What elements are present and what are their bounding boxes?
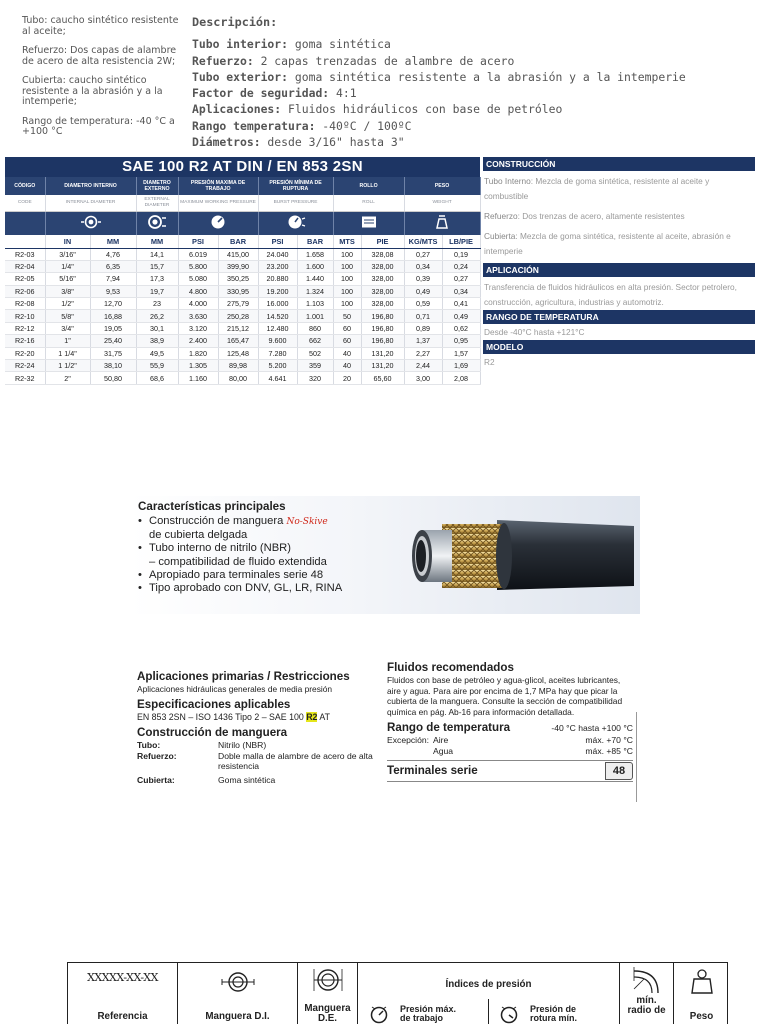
table-cell: 1.305 xyxy=(178,360,218,372)
table-cell: 860 xyxy=(297,322,333,334)
build-title: Construcción de manguera xyxy=(137,726,288,739)
table-cell: 3.120 xyxy=(178,322,218,334)
table-cell: R2-10 xyxy=(5,310,45,322)
bend-radius-label: mín. radio de xyxy=(627,995,666,1016)
desc-line: Tubo interior: goma sintética xyxy=(192,37,391,52)
table-cell: 3/16" xyxy=(45,248,90,260)
table-row xyxy=(5,310,480,322)
table-cell: 0,59 xyxy=(404,298,442,310)
desc-line: Aplicaciones: Fluidos hidráulicos con base de petróleo xyxy=(192,102,563,117)
summary-cover: Cubierta: caucho sintético resistente a la abrasión y a la intemperie; xyxy=(22,75,163,107)
table-cell: R2-08 xyxy=(5,298,45,310)
gauge-icon xyxy=(368,1004,390,1024)
build-row-cover: Cubierta: Goma sintética xyxy=(137,774,276,785)
burst-pressure-icon xyxy=(286,214,306,230)
reference-header xyxy=(67,962,728,1024)
feature-item: • Apropiado para terminales serie 48 xyxy=(138,569,342,582)
modelo-header: MODELO xyxy=(483,340,755,354)
table-cell: 31,75 xyxy=(90,347,136,359)
spec-right-block xyxy=(387,661,633,782)
table-cell: 100 xyxy=(333,298,361,310)
table-cell: 38,10 xyxy=(90,360,136,372)
table-cell: R2-05 xyxy=(5,273,45,285)
table-cell: 12,70 xyxy=(90,298,136,310)
table-cell: 4.000 xyxy=(178,298,218,310)
summary-temperature: Rango de temperatura: -40 °C a +100 °C xyxy=(22,115,175,137)
table-cell: 0,34 xyxy=(442,285,480,297)
working-pressure-icon xyxy=(209,214,227,230)
ref-col-pressure xyxy=(358,963,620,1024)
apps-text: Aplicaciones hidráulicas generales de media presión xyxy=(137,684,333,694)
desc-line: Refuerzo: 2 capas trenzadas de alambre de acero xyxy=(192,53,515,68)
info-panel xyxy=(483,157,755,370)
table-cell: 65,60 xyxy=(361,372,404,384)
table-cell: 2,27 xyxy=(404,347,442,359)
table-cell: 275,79 xyxy=(218,298,258,310)
table-row xyxy=(5,260,480,272)
temp-row: Rango de temperatura -40 °C hasta +100 °C xyxy=(387,721,633,735)
table-cell: 9.600 xyxy=(258,335,297,347)
table-row xyxy=(5,248,480,260)
no-skive-brand: No-Skive xyxy=(286,517,328,527)
table-cell: 100 xyxy=(333,285,361,297)
table-cell: 330,95 xyxy=(218,285,258,297)
gauge-burst-icon xyxy=(498,1004,520,1024)
table-cell: 0,34 xyxy=(404,260,442,272)
table-cell: 215,12 xyxy=(218,322,258,334)
table-cell: 1,57 xyxy=(442,347,480,359)
feature-item: • Tipo aprobado con DNV, GL, LR, RINA xyxy=(138,582,342,595)
outer-diameter-icon xyxy=(310,965,346,997)
burst-pressure-col: Presión de rotura mín. xyxy=(498,1004,577,1024)
table-cell: 5.080 xyxy=(178,273,218,285)
inner-diameter-icon xyxy=(218,967,258,999)
aplicacion-header: APLICACIÓN xyxy=(483,263,755,277)
icon-row xyxy=(5,211,480,235)
table-cell: 359 xyxy=(297,360,333,372)
table-cell: 0,27 xyxy=(442,273,480,285)
code-pattern: XXXXX-XX-XX xyxy=(87,971,158,984)
desc-line: Rango temperatura: -40ºC / 100ºC xyxy=(192,118,412,133)
table-cell: 131,20 xyxy=(361,347,404,359)
table-cell: 14,1 xyxy=(136,248,178,260)
pressure-indices-title: Índices de presión xyxy=(445,979,532,990)
ref-col-outer-diameter xyxy=(298,963,358,1024)
spec-table xyxy=(5,177,481,385)
bend-radius-icon xyxy=(630,965,664,995)
outer-diameter-label: Manguera D.E. xyxy=(304,1003,351,1024)
table-cell: 196,80 xyxy=(361,335,404,347)
table-cell: 1.160 xyxy=(178,372,218,384)
table-cell: 1,69 xyxy=(442,360,480,372)
table-cell: 23.200 xyxy=(258,260,297,272)
table-cell: 5.200 xyxy=(258,360,297,372)
table-cell: 16,88 xyxy=(90,310,136,322)
table-cell: 328,00 xyxy=(361,273,404,285)
r2-highlight: R2 xyxy=(306,712,318,722)
header-row-en: CODE INTERNAL DIAMETER EXTERNAL DIAMETER MAXIMUM WORKING PRESSURE BURST PRESSURE ROLL WEIGHT xyxy=(5,195,480,211)
aplicacion-text: Transferencia de fluidos hidráulicos en alta presión. Sector petrolero, construcción, agricultura, industrias y automotriz. xyxy=(484,282,737,307)
table-cell: 2.400 xyxy=(178,335,218,347)
fluids-title: Fluidos recomendados xyxy=(387,661,514,674)
hose-illustration xyxy=(402,510,637,594)
table-cell: 89,98 xyxy=(218,360,258,372)
table-cell: 6.019 xyxy=(178,248,218,260)
table-row xyxy=(5,335,480,347)
table-cell: 2,44 xyxy=(404,360,442,372)
table-cell: 68,6 xyxy=(136,372,178,384)
external-diameter-icon xyxy=(146,214,168,230)
table-cell: 2,08 xyxy=(442,372,480,384)
table-cell: 1.658 xyxy=(297,248,333,260)
weight-label: Peso xyxy=(689,1011,714,1022)
table-cell: R2-24 xyxy=(5,360,45,372)
table-cell: 662 xyxy=(297,335,333,347)
table-cell: 0,27 xyxy=(404,248,442,260)
spec-left-block xyxy=(137,670,382,785)
table-cell: 196,80 xyxy=(361,322,404,334)
table-title: SAE 100 R2 AT DIN / EN 853 2SN xyxy=(5,157,480,177)
table-cell: 100 xyxy=(333,260,361,272)
table-cell: 40 xyxy=(333,347,361,359)
internal-diameter-icon xyxy=(80,215,102,229)
desc-line: Tubo exterior: goma sintética resistente a la abrasión y a la intemperie xyxy=(192,69,686,84)
table-cell: 9,53 xyxy=(90,285,136,297)
table-cell: 5/16" xyxy=(45,273,90,285)
features-list xyxy=(138,515,342,595)
terminals-row xyxy=(387,760,633,782)
desc-line: Factor de seguridad: 4:1 xyxy=(192,86,357,101)
table-cell: 165,47 xyxy=(218,335,258,347)
ref-col-inner-diameter xyxy=(178,963,298,1024)
table-cell: 20.880 xyxy=(258,273,297,285)
table-cell: 60 xyxy=(333,335,361,347)
table-cell: 19,7 xyxy=(136,285,178,297)
feature-item: • Tubo interno de nitrilo (NBR) xyxy=(138,542,342,555)
table-cell: 1.324 xyxy=(297,285,333,297)
table-cell: 25,40 xyxy=(90,335,136,347)
table-cell: 1.600 xyxy=(297,260,333,272)
table-cell: 328,00 xyxy=(361,298,404,310)
table-cell: 17,3 xyxy=(136,273,178,285)
table-cell: 0,24 xyxy=(442,260,480,272)
specs-title: Especificaciones aplicables xyxy=(137,698,291,711)
table-cell: 328,08 xyxy=(361,248,404,260)
table-cell: 7,94 xyxy=(90,273,136,285)
description-heading: Descripción: xyxy=(192,15,278,29)
table-cell: 1.103 xyxy=(297,298,333,310)
table-cell: 1.440 xyxy=(297,273,333,285)
table-cell: 30,1 xyxy=(136,322,178,334)
divider xyxy=(636,712,637,802)
table-cell: 38,9 xyxy=(136,335,178,347)
table-cell: 6,35 xyxy=(90,260,136,272)
table-cell: 4.641 xyxy=(258,372,297,384)
table-cell: 328,00 xyxy=(361,260,404,272)
table-cell: 196,80 xyxy=(361,310,404,322)
table-cell: 12.480 xyxy=(258,322,297,334)
features-title: Características principales xyxy=(138,500,286,513)
table-cell: 0,71 xyxy=(404,310,442,322)
roll-icon xyxy=(360,215,378,229)
table-cell: R2-20 xyxy=(5,347,45,359)
table-cell: 7.280 xyxy=(258,347,297,359)
table-cell: 20 xyxy=(333,372,361,384)
table-cell: 3/8" xyxy=(45,285,90,297)
table-cell: 0,89 xyxy=(404,322,442,334)
table-row xyxy=(5,360,480,372)
construccion-header: CONSTRUCCIÓN xyxy=(483,157,755,171)
table-cell: 3/4" xyxy=(45,322,90,334)
ref-col-reference xyxy=(68,963,178,1024)
table-cell: 16.000 xyxy=(258,298,297,310)
weight-icon xyxy=(434,214,450,230)
description-block xyxy=(192,14,752,150)
table-row xyxy=(5,285,480,297)
table-cell: 0,39 xyxy=(404,273,442,285)
table-cell: 55,9 xyxy=(136,360,178,372)
table-cell: 50,80 xyxy=(90,372,136,384)
table-cell: 0,95 xyxy=(442,335,480,347)
table-cell: 3,00 xyxy=(404,372,442,384)
table-cell: 19.200 xyxy=(258,285,297,297)
referencia-label: Referencia xyxy=(97,1011,148,1022)
table-cell: 502 xyxy=(297,347,333,359)
table-cell: 328,00 xyxy=(361,285,404,297)
table-cell: 125,48 xyxy=(218,347,258,359)
features-banner xyxy=(130,496,640,614)
table-cell: 49,5 xyxy=(136,347,178,359)
table-cell: 23 xyxy=(136,298,178,310)
feature-item-cont: de cubierta delgada xyxy=(149,529,248,542)
table-cell: 250,28 xyxy=(218,310,258,322)
table-cell: 399,90 xyxy=(218,260,258,272)
hose-summary-list xyxy=(22,16,180,147)
table-cell: 2" xyxy=(45,372,90,384)
table-cell: 26,2 xyxy=(136,310,178,322)
table-row xyxy=(5,372,480,384)
inner-diameter-label: Manguera D.I. xyxy=(205,1011,270,1022)
table-cell: 40 xyxy=(333,360,361,372)
table-cell: 1,37 xyxy=(404,335,442,347)
feature-item: • Construcción de manguera No-Skive xyxy=(138,515,342,529)
terminal-series-badge: 48 xyxy=(605,762,633,780)
table-row xyxy=(5,347,480,359)
table-cell: 1/4" xyxy=(45,260,90,272)
ref-col-bend-radius xyxy=(620,963,674,1024)
ref-col-weight xyxy=(674,963,729,1024)
desc-line: Diámetros: desde 3/16" hasta 3" xyxy=(192,135,405,150)
apps-title: Aplicaciones primarias / Restricciones xyxy=(137,670,350,683)
table-cell: 131,20 xyxy=(361,360,404,372)
table-cell: 80,00 xyxy=(218,372,258,384)
fluids-text: Fluidos con base de petróleo y agua-glicol, aceites lubricantes, aire y agua. Para aire por encima de 1,7 MPa hay que picar la cubierta de la manguera. Consulte la sección de compatibilidad química en pág. Ab-16 para información detallada. xyxy=(387,675,623,717)
table-cell: 100 xyxy=(333,273,361,285)
units-row: IN MM MM PSI BAR PSI BAR MTS PIE KG/MTS LB/PIE xyxy=(5,235,480,248)
rango-header: RANGO DE TEMPERATURA xyxy=(483,310,755,324)
sae-spec-table xyxy=(5,157,480,385)
table-cell: 50 xyxy=(333,310,361,322)
max-pressure-col: Presión máx. de trabajo xyxy=(368,1004,456,1024)
table-cell: R2-04 xyxy=(5,260,45,272)
table-cell: 1/2" xyxy=(45,298,90,310)
table-cell: 1 1/4" xyxy=(45,347,90,359)
table-cell: 3.630 xyxy=(178,310,218,322)
table-cell: R2-12 xyxy=(5,322,45,334)
table-cell: 1" xyxy=(45,335,90,347)
table-cell: 15,7 xyxy=(136,260,178,272)
table-cell: 5.800 xyxy=(178,260,218,272)
table-cell: 4.800 xyxy=(178,285,218,297)
table-cell: 0,62 xyxy=(442,322,480,334)
modelo-text: R2 xyxy=(484,357,495,367)
exception-air: Excepción: Aire máx. +70 °C xyxy=(387,735,633,746)
table-cell: 60 xyxy=(333,322,361,334)
table-cell: 0,49 xyxy=(442,310,480,322)
table-body xyxy=(5,248,480,384)
construccion-text: Tubo Interno: Mezcla de goma sintética, resistente al aceite y combustible Refuerzo: Dos trenzas de acero, altamente resistentes Cubierta: Mezcla de goma sintética, resistente al aceite, abrasión e intemperie xyxy=(484,176,731,256)
build-row-reinforcement: Refuerzo: Doble malla de alambre de acero de alta resistencia xyxy=(137,750,373,771)
table-cell: 1.001 xyxy=(297,310,333,322)
table-cell: 320 xyxy=(297,372,333,384)
table-cell: 4,76 xyxy=(90,248,136,260)
table-cell: 350,25 xyxy=(218,273,258,285)
table-row xyxy=(5,322,480,334)
table-cell: 100 xyxy=(333,248,361,260)
table-cell: 24.040 xyxy=(258,248,297,260)
table-cell: R2-32 xyxy=(5,372,45,384)
table-cell: R2-16 xyxy=(5,335,45,347)
table-cell: 0,41 xyxy=(442,298,480,310)
table-cell: 14.520 xyxy=(258,310,297,322)
table-cell: 1.820 xyxy=(178,347,218,359)
exception-water: Agua máx. +85 °C xyxy=(433,746,633,757)
summary-reinforcement: Refuerzo: Dos capas de alambre de acero de alta resistencia 2W; xyxy=(22,45,177,67)
table-cell: R2-06 xyxy=(5,285,45,297)
weight-icon xyxy=(688,967,716,997)
table-row xyxy=(5,298,480,310)
feature-item-cont: – compatibilidad de fluido extendida xyxy=(149,555,327,568)
specs-text: EN 853 2SN – ISO 1436 Tipo 2 – SAE 100 R2 AT xyxy=(137,712,330,722)
rango-text: Desde -40°C hasta +121°C xyxy=(484,327,585,337)
table-cell: 19,05 xyxy=(90,322,136,334)
table-cell: 1 1/2" xyxy=(45,360,90,372)
table-row xyxy=(5,273,480,285)
table-cell: 415,00 xyxy=(218,248,258,260)
build-row-tube: Tubo: Nitrilo (NBR) xyxy=(137,740,267,750)
header-row-es: CÓDIGO DIAMETRO INTERNO DIAMETRO EXTERNO PRESIÓN MAXIMA DE TRABAJO PRESIÓN MÍNIMA DE RUPTURA ROLLO PESO xyxy=(5,177,480,195)
table-cell: 5/8" xyxy=(45,310,90,322)
terminals-title: Terminales serie xyxy=(387,764,478,778)
table-cell: R2-03 xyxy=(5,248,45,260)
table-cell: 0,19 xyxy=(442,248,480,260)
summary-tube: Tubo: caucho sintético resistente al aceite; xyxy=(22,15,179,37)
table-cell: 0,49 xyxy=(404,285,442,297)
